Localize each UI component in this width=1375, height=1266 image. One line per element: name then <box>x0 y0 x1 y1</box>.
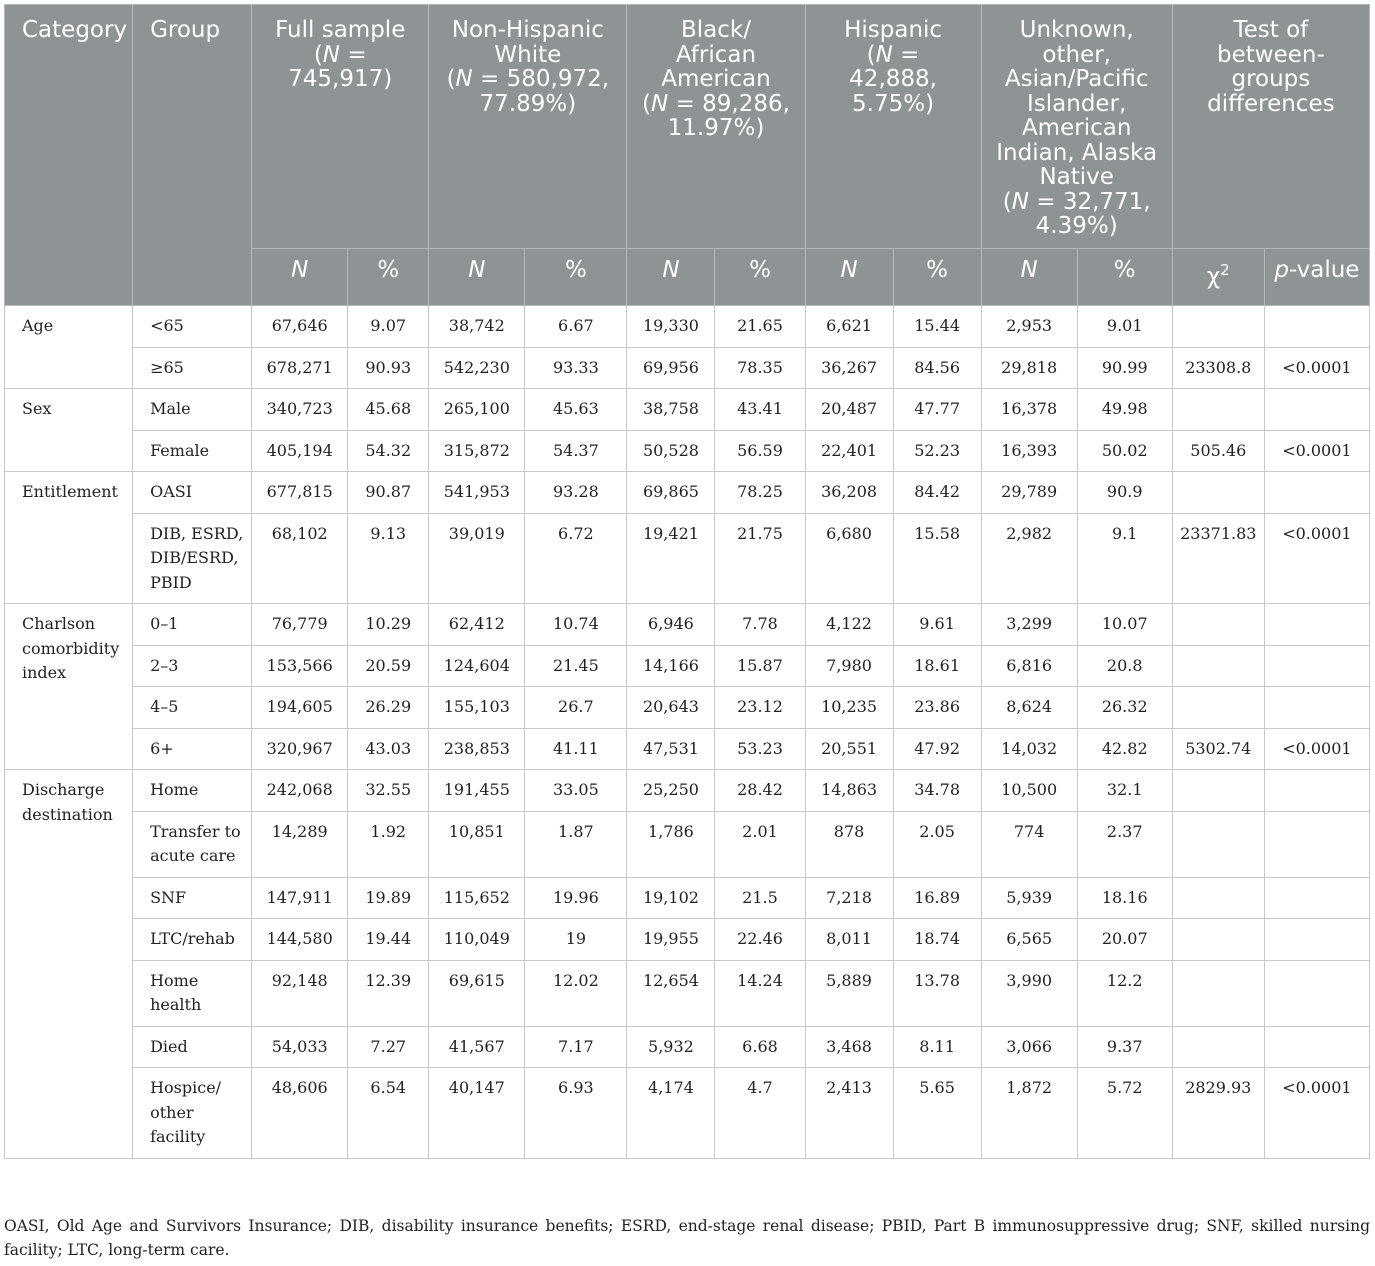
sub-n: N <box>252 249 348 306</box>
count-cell: 144,580 <box>252 919 348 961</box>
count-cell: 7,218 <box>805 877 893 919</box>
table-row <box>5 389 1370 431</box>
sub-pct: % <box>715 249 805 306</box>
count-cell: 242,068 <box>252 770 348 812</box>
group-cell: <65 <box>133 306 252 348</box>
percent-cell: 20.8 <box>1077 645 1172 687</box>
sub-n: N <box>627 249 715 306</box>
chi-square-cell: 23371.83 <box>1172 513 1264 604</box>
sub-p-value: p-value <box>1264 249 1369 306</box>
count-cell: 40,147 <box>429 1068 525 1159</box>
percent-cell: 41.11 <box>525 728 627 770</box>
count-cell: 6,680 <box>805 513 893 604</box>
table-row <box>5 919 1370 961</box>
group-cell: Home <box>133 770 252 812</box>
group-cell: OASI <box>133 472 252 514</box>
group-cell: Male <box>133 389 252 431</box>
percent-cell: 33.05 <box>525 770 627 812</box>
test-header: Test of between-groups differences <box>1172 5 1369 249</box>
category-cell: Charlson comorbidity index <box>5 604 133 770</box>
count-cell: 69,865 <box>627 472 715 514</box>
count-cell: 677,815 <box>252 472 348 514</box>
table-row <box>5 770 1370 812</box>
percent-cell: 34.78 <box>893 770 981 812</box>
percent-cell: 26.7 <box>525 687 627 729</box>
p-value-cell <box>1264 306 1369 348</box>
count-cell: 19,955 <box>627 919 715 961</box>
count-cell: 41,567 <box>429 1026 525 1068</box>
count-cell: 1,786 <box>627 811 715 877</box>
demographics-table <box>4 4 1370 1159</box>
percent-cell: 19.44 <box>348 919 429 961</box>
percent-cell: 6.54 <box>348 1068 429 1159</box>
percent-cell: 90.99 <box>1077 347 1172 389</box>
count-cell: 4,174 <box>627 1068 715 1159</box>
count-cell: 36,267 <box>805 347 893 389</box>
count-cell: 147,911 <box>252 877 348 919</box>
percent-cell: 6.93 <box>525 1068 627 1159</box>
percent-cell: 56.59 <box>715 430 805 472</box>
count-cell: 29,818 <box>981 347 1077 389</box>
count-cell: 315,872 <box>429 430 525 472</box>
percent-cell: 78.35 <box>715 347 805 389</box>
percent-cell: 43.41 <box>715 389 805 431</box>
hispanic-header: Hispanic (N = 42,888, 5.75%) <box>805 5 981 249</box>
table-row <box>5 347 1370 389</box>
percent-cell: 7.78 <box>715 604 805 646</box>
sub-pct: % <box>525 249 627 306</box>
table-row <box>5 430 1370 472</box>
header-row <box>5 5 1370 249</box>
chi-square-cell <box>1172 472 1264 514</box>
percent-cell: 18.74 <box>893 919 981 961</box>
percent-cell: 9.61 <box>893 604 981 646</box>
count-cell: 14,032 <box>981 728 1077 770</box>
percent-cell: 22.46 <box>715 919 805 961</box>
p-value-cell: <0.0001 <box>1264 728 1369 770</box>
table-row <box>5 960 1370 1026</box>
sub-pct: % <box>1077 249 1172 306</box>
count-cell: 153,566 <box>252 645 348 687</box>
count-cell: 3,299 <box>981 604 1077 646</box>
p-value-cell <box>1264 877 1369 919</box>
percent-cell: 49.98 <box>1077 389 1172 431</box>
p-value-cell <box>1264 960 1369 1026</box>
table-row <box>5 728 1370 770</box>
group-header: Group <box>133 5 252 306</box>
p-value-cell: <0.0001 <box>1264 1068 1369 1159</box>
chi-square-cell: 2829.93 <box>1172 1068 1264 1159</box>
count-cell: 38,742 <box>429 306 525 348</box>
percent-cell: 10.74 <box>525 604 627 646</box>
percent-cell: 84.56 <box>893 347 981 389</box>
count-cell: 6,946 <box>627 604 715 646</box>
percent-cell: 9.1 <box>1077 513 1172 604</box>
count-cell: 238,853 <box>429 728 525 770</box>
count-cell: 542,230 <box>429 347 525 389</box>
group-cell: SNF <box>133 877 252 919</box>
group-cell: Hospice/ other facility <box>133 1068 252 1159</box>
percent-cell: 2.37 <box>1077 811 1172 877</box>
count-cell: 678,271 <box>252 347 348 389</box>
percent-cell: 2.05 <box>893 811 981 877</box>
count-cell: 6,816 <box>981 645 1077 687</box>
percent-cell: 16.89 <box>893 877 981 919</box>
count-cell: 265,100 <box>429 389 525 431</box>
count-cell: 2,953 <box>981 306 1077 348</box>
table-container <box>4 4 1370 1159</box>
count-cell: 10,235 <box>805 687 893 729</box>
percent-cell: 14.24 <box>715 960 805 1026</box>
count-cell: 50,528 <box>627 430 715 472</box>
percent-cell: 20.59 <box>348 645 429 687</box>
percent-cell: 15.44 <box>893 306 981 348</box>
percent-cell: 1.92 <box>348 811 429 877</box>
sub-n: N <box>805 249 893 306</box>
percent-cell: 90.9 <box>1077 472 1172 514</box>
count-cell: 19,102 <box>627 877 715 919</box>
percent-cell: 12.2 <box>1077 960 1172 1026</box>
count-cell: 36,208 <box>805 472 893 514</box>
count-cell: 2,413 <box>805 1068 893 1159</box>
count-cell: 14,166 <box>627 645 715 687</box>
count-cell: 1,872 <box>981 1068 1077 1159</box>
percent-cell: 93.28 <box>525 472 627 514</box>
group-cell: 6+ <box>133 728 252 770</box>
percent-cell: 4.7 <box>715 1068 805 1159</box>
percent-cell: 6.68 <box>715 1026 805 1068</box>
percent-cell: 21.75 <box>715 513 805 604</box>
footnote: OASI, Old Age and Survivors Insurance; DIB, disability insurance benefits; ESRD, end-stage renal disease; PBID, Part B immunosuppressive drug; SNF, skilled nursing facility; LTC, long-term care. <box>4 1217 1370 1259</box>
percent-cell: 10.07 <box>1077 604 1172 646</box>
group-cell: Home health <box>133 960 252 1026</box>
percent-cell: 26.29 <box>348 687 429 729</box>
count-cell: 5,889 <box>805 960 893 1026</box>
p-value-cell <box>1264 645 1369 687</box>
percent-cell: 19 <box>525 919 627 961</box>
percent-cell: 47.92 <box>893 728 981 770</box>
group-cell: ≥65 <box>133 347 252 389</box>
percent-cell: 2.01 <box>715 811 805 877</box>
percent-cell: 7.27 <box>348 1026 429 1068</box>
count-cell: 340,723 <box>252 389 348 431</box>
count-cell: 20,643 <box>627 687 715 729</box>
count-cell: 4,122 <box>805 604 893 646</box>
count-cell: 110,049 <box>429 919 525 961</box>
chi-square-cell: 5302.74 <box>1172 728 1264 770</box>
percent-cell: 5.65 <box>893 1068 981 1159</box>
count-cell: 54,033 <box>252 1026 348 1068</box>
percent-cell: 23.12 <box>715 687 805 729</box>
chi-square-cell <box>1172 811 1264 877</box>
other-header: Unknown, other, Asian/Pacific Islander, American Indian, Alaska Native (N = 32,771, 4.39%) <box>981 5 1172 249</box>
chi-square-cell <box>1172 604 1264 646</box>
group-cell: Transfer to acute care <box>133 811 252 877</box>
percent-cell: 78.25 <box>715 472 805 514</box>
percent-cell: 53.23 <box>715 728 805 770</box>
percent-cell: 7.17 <box>525 1026 627 1068</box>
table-body <box>5 306 1370 1159</box>
count-cell: 12,654 <box>627 960 715 1026</box>
chi-square-cell <box>1172 919 1264 961</box>
count-cell: 7,980 <box>805 645 893 687</box>
percent-cell: 9.07 <box>348 306 429 348</box>
p-value-cell <box>1264 1026 1369 1068</box>
percent-cell: 93.33 <box>525 347 627 389</box>
percent-cell: 90.87 <box>348 472 429 514</box>
table-row <box>5 687 1370 729</box>
count-cell: 3,066 <box>981 1026 1077 1068</box>
percent-cell: 43.03 <box>348 728 429 770</box>
group-cell: 4–5 <box>133 687 252 729</box>
p-value-cell: <0.0001 <box>1264 430 1369 472</box>
percent-cell: 19.96 <box>525 877 627 919</box>
percent-cell: 23.86 <box>893 687 981 729</box>
percent-cell: 47.77 <box>893 389 981 431</box>
group-cell: 0–1 <box>133 604 252 646</box>
group-cell: LTC/rehab <box>133 919 252 961</box>
group-cell: DIB, ESRD, DIB/ESRD, PBID <box>133 513 252 604</box>
percent-cell: 13.78 <box>893 960 981 1026</box>
percent-cell: 9.01 <box>1077 306 1172 348</box>
table-row <box>5 877 1370 919</box>
count-cell: 68,102 <box>252 513 348 604</box>
group-cell: 2–3 <box>133 645 252 687</box>
chi-square-cell <box>1172 306 1264 348</box>
category-header: Category <box>5 5 133 306</box>
percent-cell: 52.23 <box>893 430 981 472</box>
count-cell: 69,615 <box>429 960 525 1026</box>
chi-square-cell <box>1172 877 1264 919</box>
percent-cell: 9.37 <box>1077 1026 1172 1068</box>
count-cell: 19,421 <box>627 513 715 604</box>
count-cell: 62,412 <box>429 604 525 646</box>
category-cell: Age <box>5 306 133 389</box>
sub-n: N <box>981 249 1077 306</box>
percent-cell: 54.32 <box>348 430 429 472</box>
percent-cell: 19.89 <box>348 877 429 919</box>
count-cell: 14,863 <box>805 770 893 812</box>
count-cell: 8,624 <box>981 687 1077 729</box>
table-row <box>5 1068 1370 1159</box>
count-cell: 48,606 <box>252 1068 348 1159</box>
full-sample-header: Full sample (N = 745,917) <box>252 5 429 249</box>
percent-cell: 45.63 <box>525 389 627 431</box>
table-row <box>5 811 1370 877</box>
p-value-cell: <0.0001 <box>1264 513 1369 604</box>
count-cell: 14,289 <box>252 811 348 877</box>
percent-cell: 15.87 <box>715 645 805 687</box>
percent-cell: 84.42 <box>893 472 981 514</box>
percent-cell: 10.29 <box>348 604 429 646</box>
count-cell: 155,103 <box>429 687 525 729</box>
count-cell: 20,487 <box>805 389 893 431</box>
percent-cell: 5.72 <box>1077 1068 1172 1159</box>
count-cell: 38,758 <box>627 389 715 431</box>
count-cell: 878 <box>805 811 893 877</box>
count-cell: 320,967 <box>252 728 348 770</box>
category-cell: Entitlement <box>5 472 133 604</box>
sub-n: N <box>429 249 525 306</box>
category-cell: Sex <box>5 389 133 472</box>
p-value-cell <box>1264 389 1369 431</box>
percent-cell: 18.61 <box>893 645 981 687</box>
count-cell: 191,455 <box>429 770 525 812</box>
chi-square-cell: 23308.8 <box>1172 347 1264 389</box>
black-header: Black/ African American (N = 89,286, 11.97%) <box>627 5 805 249</box>
chi-square-cell <box>1172 770 1264 812</box>
count-cell: 69,956 <box>627 347 715 389</box>
percent-cell: 42.82 <box>1077 728 1172 770</box>
percent-cell: 15.58 <box>893 513 981 604</box>
p-value-cell <box>1264 687 1369 729</box>
percent-cell: 21.45 <box>525 645 627 687</box>
count-cell: 47,531 <box>627 728 715 770</box>
count-cell: 19,330 <box>627 306 715 348</box>
percent-cell: 28.42 <box>715 770 805 812</box>
p-value-cell: <0.0001 <box>1264 347 1369 389</box>
percent-cell: 12.39 <box>348 960 429 1026</box>
group-cell: Died <box>133 1026 252 1068</box>
percent-cell: 6.72 <box>525 513 627 604</box>
percent-cell: 20.07 <box>1077 919 1172 961</box>
table-row <box>5 306 1370 348</box>
percent-cell: 12.02 <box>525 960 627 1026</box>
count-cell: 29,789 <box>981 472 1077 514</box>
count-cell: 3,990 <box>981 960 1077 1026</box>
table-row <box>5 645 1370 687</box>
count-cell: 5,939 <box>981 877 1077 919</box>
percent-cell: 90.93 <box>348 347 429 389</box>
count-cell: 194,605 <box>252 687 348 729</box>
percent-cell: 9.13 <box>348 513 429 604</box>
count-cell: 39,019 <box>429 513 525 604</box>
percent-cell: 32.55 <box>348 770 429 812</box>
p-value-cell <box>1264 770 1369 812</box>
chi-square-cell <box>1172 687 1264 729</box>
count-cell: 92,148 <box>252 960 348 1026</box>
percent-cell: 21.5 <box>715 877 805 919</box>
chi-square-cell <box>1172 960 1264 1026</box>
percent-cell: 50.02 <box>1077 430 1172 472</box>
group-cell: Female <box>133 430 252 472</box>
chi-square-cell <box>1172 389 1264 431</box>
percent-cell: 21.65 <box>715 306 805 348</box>
table-row <box>5 1026 1370 1068</box>
count-cell: 115,652 <box>429 877 525 919</box>
percent-cell: 8.11 <box>893 1026 981 1068</box>
table-row <box>5 513 1370 604</box>
p-value-cell <box>1264 604 1369 646</box>
count-cell: 5,932 <box>627 1026 715 1068</box>
count-cell: 20,551 <box>805 728 893 770</box>
percent-cell: 1.87 <box>525 811 627 877</box>
percent-cell: 26.32 <box>1077 687 1172 729</box>
chi-square-cell <box>1172 645 1264 687</box>
count-cell: 124,604 <box>429 645 525 687</box>
count-cell: 405,194 <box>252 430 348 472</box>
percent-cell: 54.37 <box>525 430 627 472</box>
percent-cell: 32.1 <box>1077 770 1172 812</box>
count-cell: 3,468 <box>805 1026 893 1068</box>
count-cell: 76,779 <box>252 604 348 646</box>
sub-pct: % <box>893 249 981 306</box>
chi-square-cell <box>1172 1026 1264 1068</box>
chi-square-cell: 505.46 <box>1172 430 1264 472</box>
count-cell: 2,982 <box>981 513 1077 604</box>
percent-cell: 18.16 <box>1077 877 1172 919</box>
percent-cell: 6.67 <box>525 306 627 348</box>
count-cell: 10,500 <box>981 770 1077 812</box>
table-row <box>5 472 1370 514</box>
nh-white-header: Non-Hispanic White (N = 580,972, 77.89%) <box>429 5 627 249</box>
count-cell: 16,378 <box>981 389 1077 431</box>
count-cell: 22,401 <box>805 430 893 472</box>
count-cell: 541,953 <box>429 472 525 514</box>
count-cell: 67,646 <box>252 306 348 348</box>
count-cell: 16,393 <box>981 430 1077 472</box>
count-cell: 10,851 <box>429 811 525 877</box>
category-cell: Discharge destination <box>5 770 133 1159</box>
sub-pct: % <box>348 249 429 306</box>
count-cell: 8,011 <box>805 919 893 961</box>
count-cell: 774 <box>981 811 1077 877</box>
count-cell: 25,250 <box>627 770 715 812</box>
p-value-cell <box>1264 811 1369 877</box>
p-value-cell <box>1264 472 1369 514</box>
count-cell: 6,565 <box>981 919 1077 961</box>
p-value-cell <box>1264 919 1369 961</box>
count-cell: 6,621 <box>805 306 893 348</box>
table-row <box>5 604 1370 646</box>
percent-cell: 45.68 <box>348 389 429 431</box>
sub-chi-square: $\chi^2$ <box>1172 249 1264 306</box>
